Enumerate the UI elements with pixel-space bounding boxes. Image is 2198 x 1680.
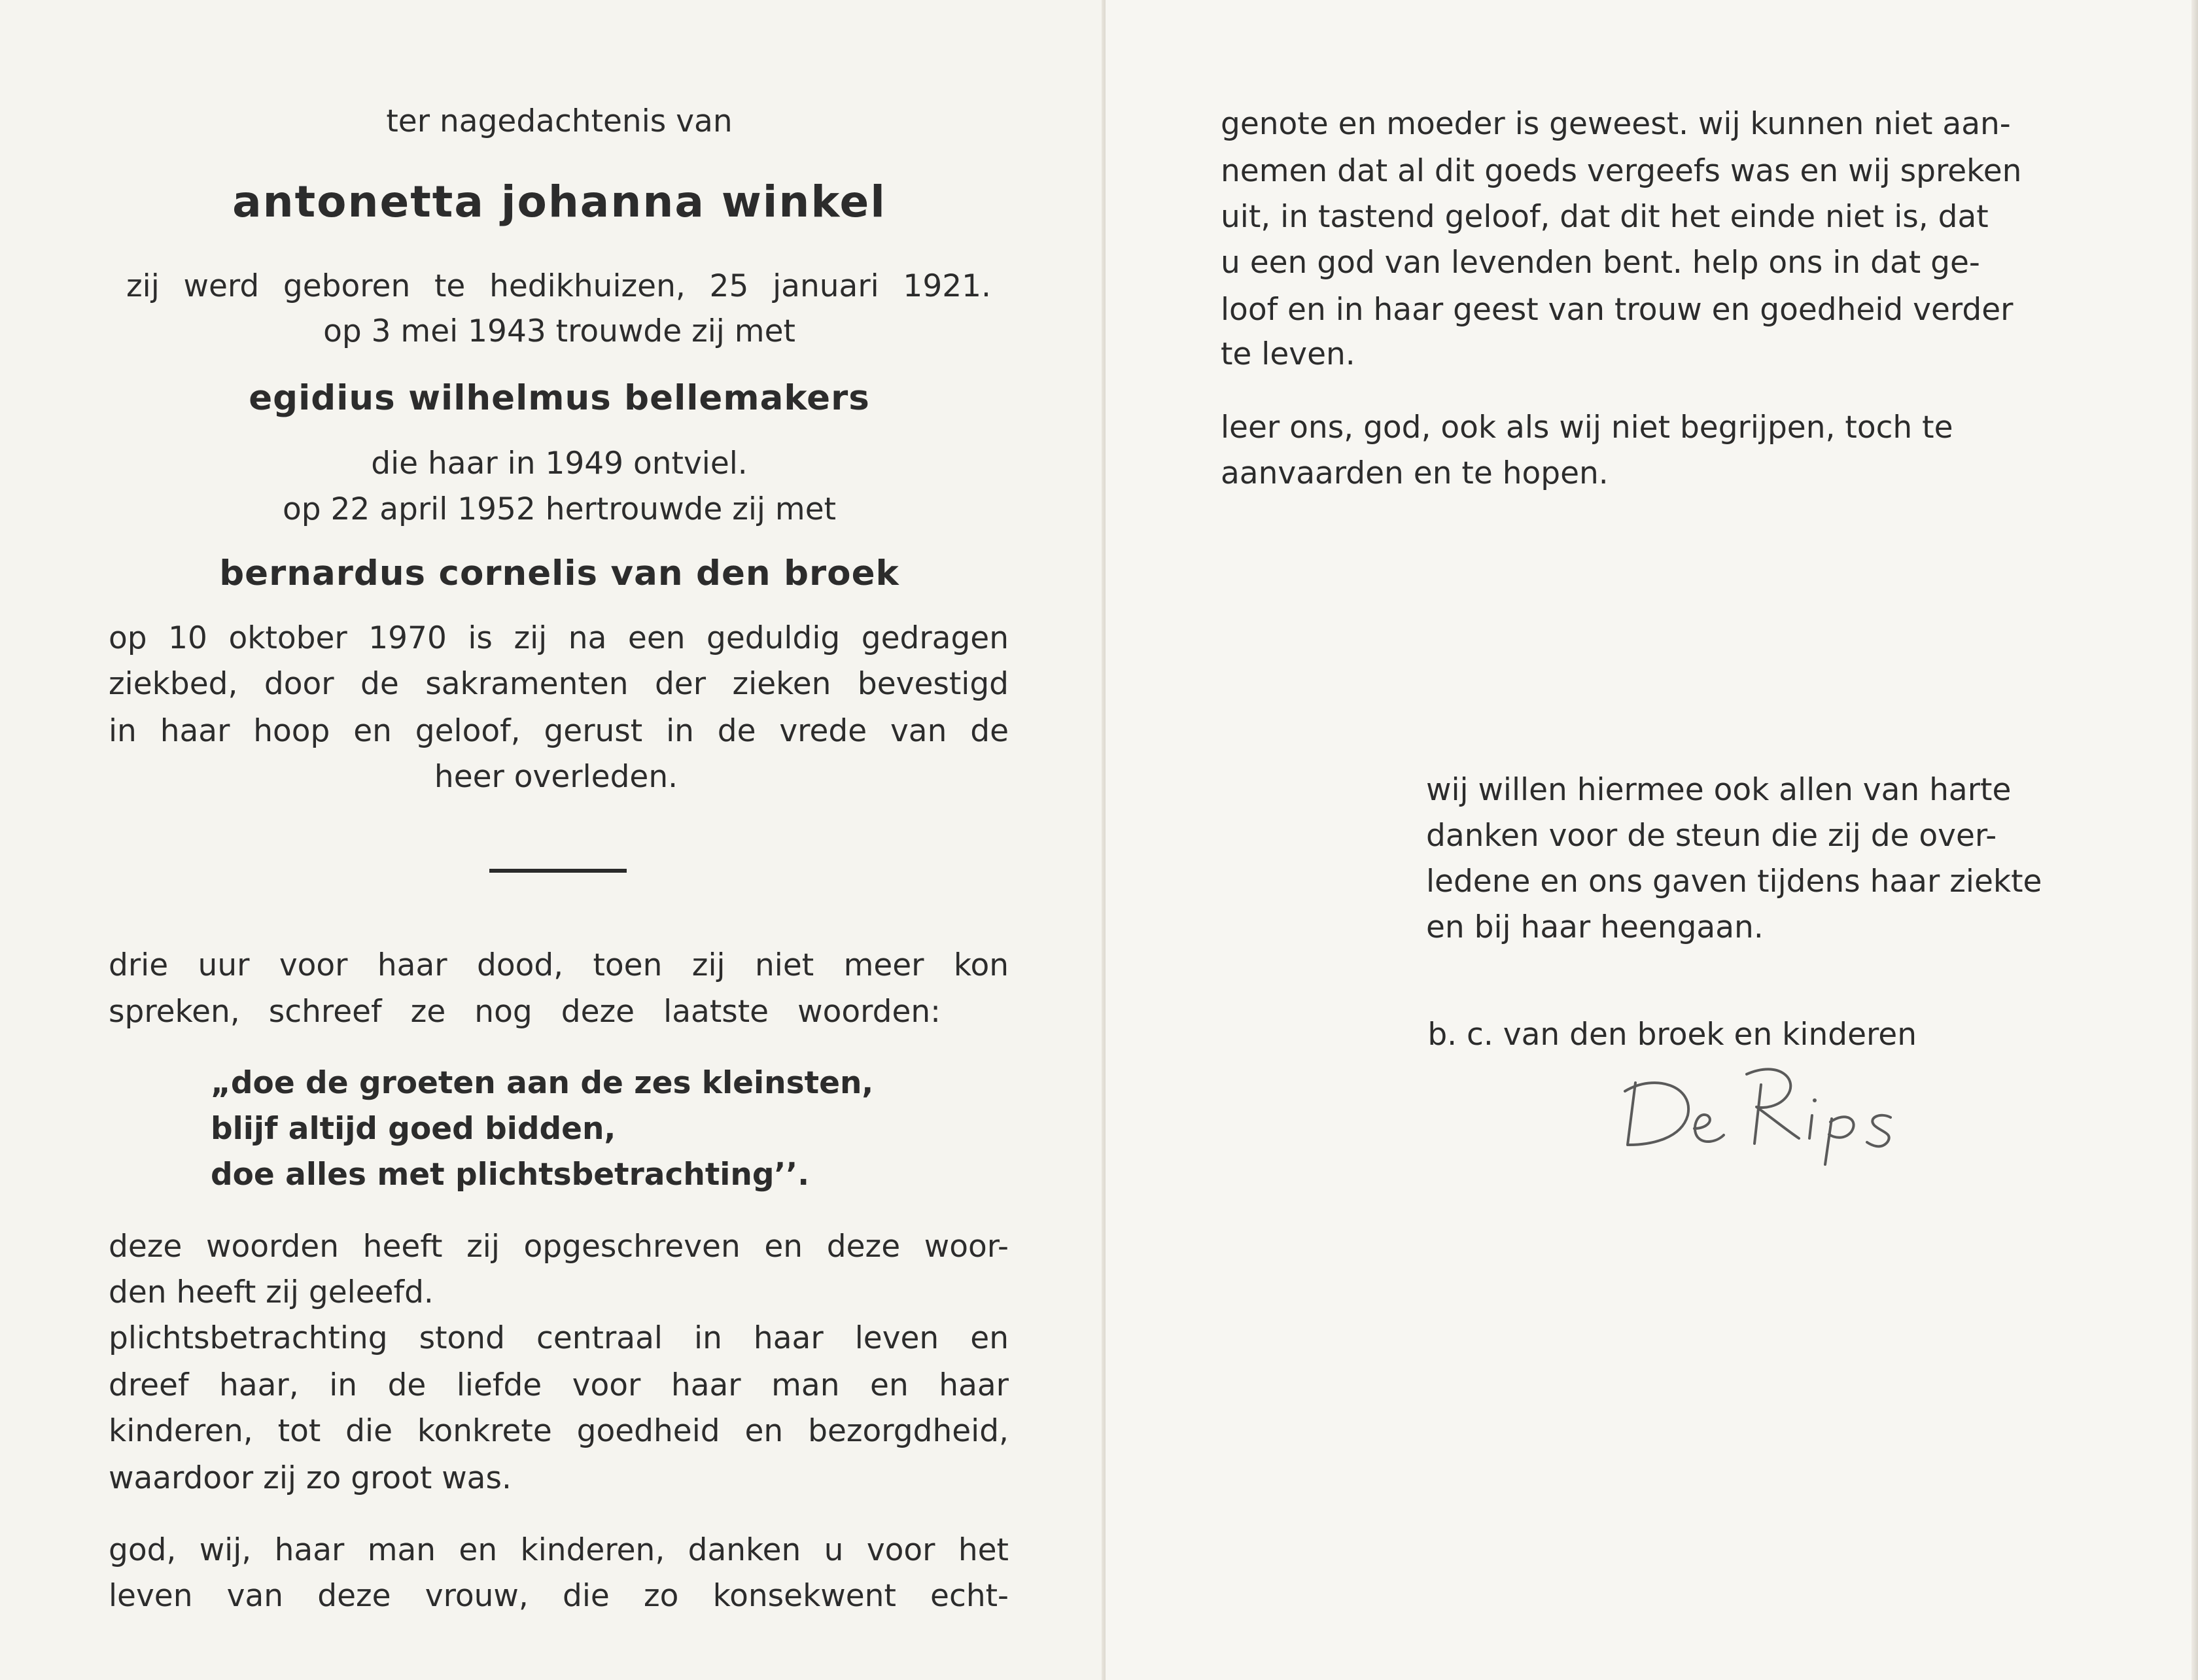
right-page [1106,0,2198,1680]
card-edge [2191,0,2198,1680]
marriage1-line: op 3 mei 1943 trouwde zij met [323,313,795,349]
prayer-line: loof en in haar geest van trouw en goedheid verder [1221,292,2014,328]
prayer-line: uit, in tastend geloof, dat dit het einde niet is, dat [1221,199,1989,235]
spouse1-name: egidius wilhelmus bellemakers [249,378,870,418]
heading: ter nagedachtenis van [386,103,733,139]
marriage2-line: op 22 april 1952 hertrouwde zij met [282,491,837,527]
intro-line: drie uur voor haar dood, toen zij niet meer kon [109,947,1009,983]
prayer-line: te leven. [1221,336,1355,372]
prayer-line: u een god van levenden bent. help ons in dat ge- [1221,245,1980,281]
death-line: heer overleden. [434,759,678,795]
death-line: in haar hoop en geloof, gerust in de vrede van de [109,713,1009,749]
intro-line: spreken, schreef ze nog deze laatste woorden: [109,994,941,1030]
death-line: op 10 oktober 1970 is zij na een geduldig gedragen [109,620,1009,656]
thanks-line: en bij haar heengaan. [1426,909,1764,945]
spouse1-death-line: die haar in 1949 ontviel. [371,446,748,481]
body-line: waardoor zij zo groot was. [109,1460,512,1496]
deceased-name: antonetta johanna winkel [232,177,886,227]
spouse2-name: bernardus cornelis van den broek [219,553,899,593]
prayer2-line: leer ons, god, ook als wij niet begrijpen, toch te [1221,410,1953,446]
body-line: dreef haar, in de liefde voor haar man en haar [109,1367,1009,1403]
prayer-line: nemen dat al dit goeds vergeefs was en wij spreken [1221,153,2022,189]
body-line: plichtsbetrachting stond centraal in haar leven en [109,1320,1009,1356]
body-line: deze woorden heeft zij opgeschreven en deze woor- [109,1229,1009,1265]
body-line: leven van deze vrouw, die zo konsekwent echt- [109,1578,1009,1614]
prayer-line: genote en moeder is geweest. wij kunnen niet aan- [1221,106,2011,142]
thanks-line: ledene en ons gaven tijdens haar ziekte [1426,864,2042,900]
thanks-line: wij willen hiermee ook allen van harte [1426,772,2012,808]
death-line: ziekbed, door de sakramenten der zieken bevestigd [109,666,1009,702]
body-line: kinderen, tot die konkrete goedheid en bezorgdheid, [109,1413,1009,1449]
prayer2-line: aanvaarden en te hopen. [1221,455,1609,491]
quote-line: blijf altijd goed bidden, [211,1111,616,1147]
handwritten-note [1616,1047,1930,1171]
birth-line: zij werd geboren te hedikhuizen, 25 januari 1921. [126,268,991,304]
body-line: den heeft zij geleefd. [109,1274,434,1310]
body-line: god, wij, haar man en kinderen, danken u voor het [109,1532,1009,1568]
thanks-line: danken voor de steun die zij de over- [1426,818,1997,854]
quote-line: doe alles met plichtsbetrachting’’. [211,1157,810,1193]
divider-rule [489,869,627,873]
quote-line: „doe de groeten aan de zes kleinsten, [211,1065,874,1101]
signoff: b. c. van den broek en kinderen [1427,1017,1917,1053]
